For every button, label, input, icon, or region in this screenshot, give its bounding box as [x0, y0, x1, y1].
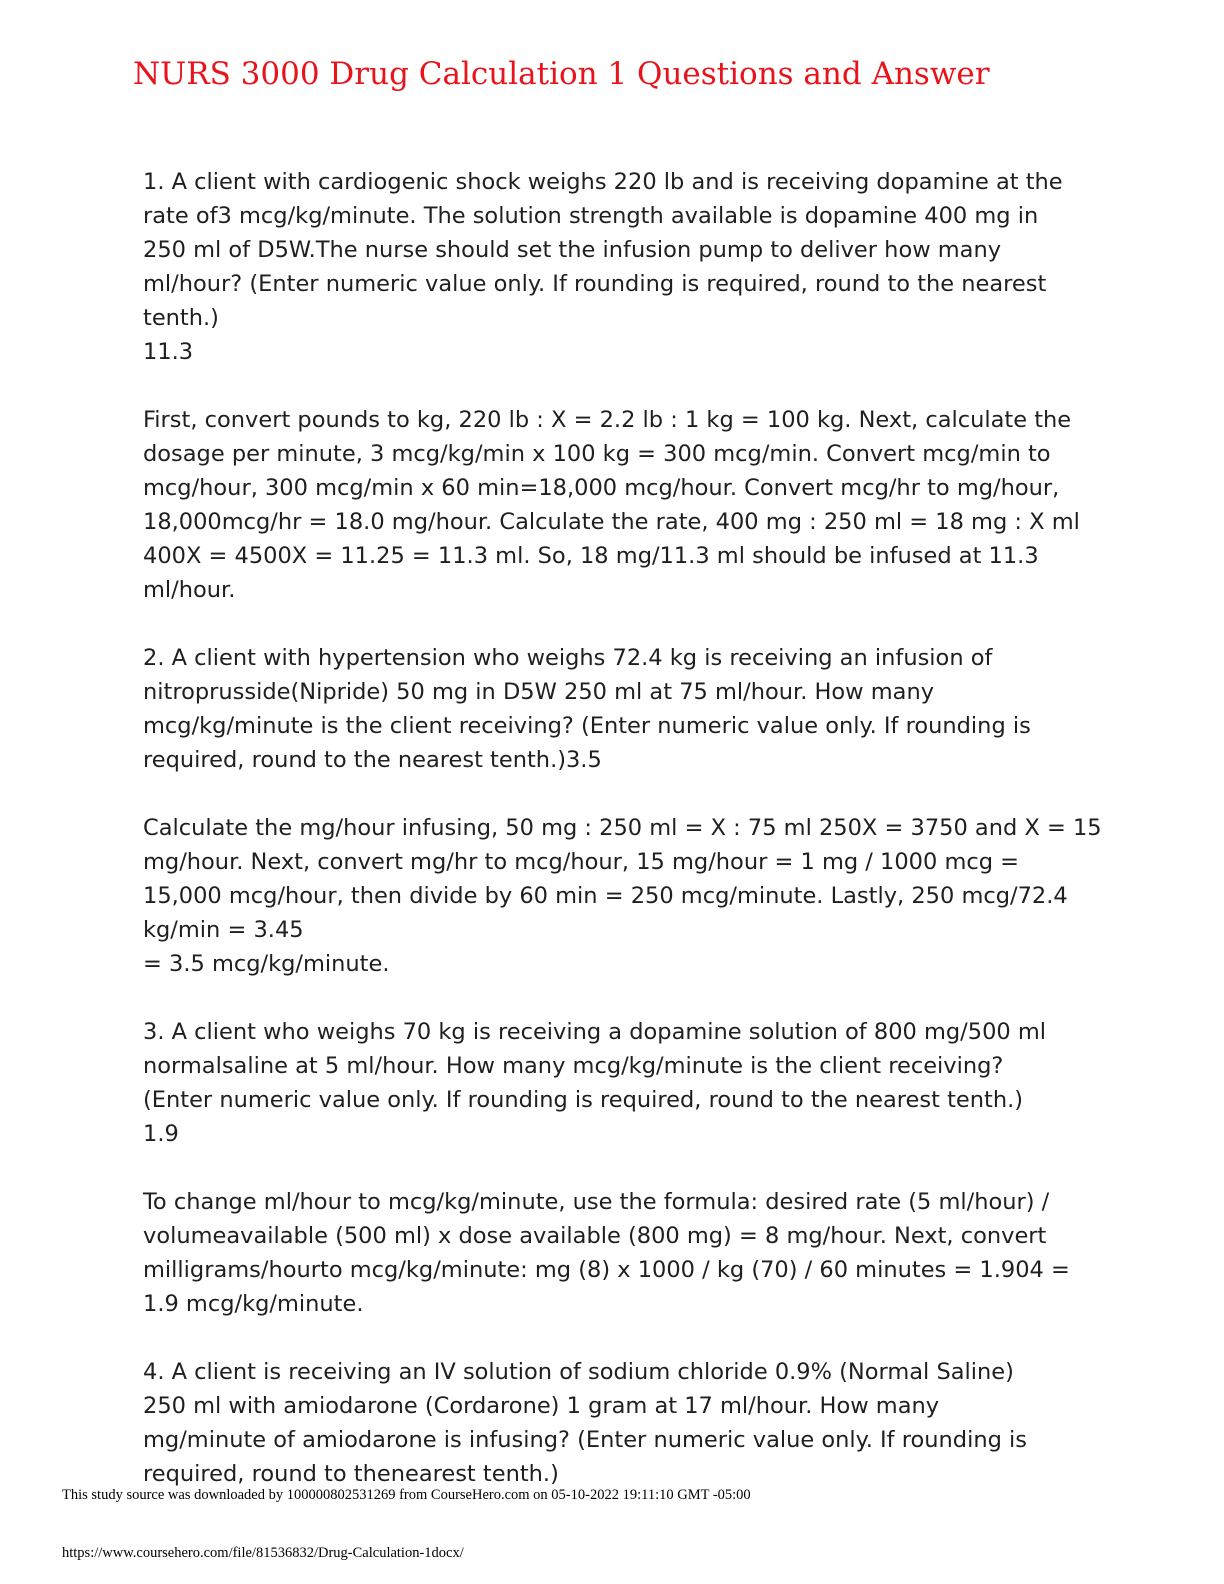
question-1-line: tenth.): [143, 305, 219, 331]
paragraph-gap: [143, 607, 1073, 641]
question-1-answer: 11.3: [143, 339, 194, 365]
document-body: [143, 165, 1102, 1491]
explanation-line: volumeavailable (500 ml) x dose available (800 mg) = 8 mg/hour. Next, convert: [143, 1223, 1047, 1249]
question-4-line: mg/minute of amiodarone is infusing? (Enter numeric value only. If rounding is: [143, 1427, 1028, 1453]
question-2-line: mcg/kg/minute is the client receiving? (Enter numeric value only. If rounding is: [143, 713, 1031, 739]
source-url-link[interactable]: https://www.coursehero.com/file/81536832/Drug-Calculation-1docx/: [62, 1545, 464, 1561]
question-4-line: 4. A client is receiving an IV solution of sodium chloride 0.9% (Normal Saline): [143, 1359, 1014, 1385]
paragraph-gap: [143, 981, 1073, 1015]
question-3-line: normalsaline at 5 ml/hour. How many mcg/kg/minute is the client receiving?: [143, 1053, 1004, 1079]
question-3-answer: 1.9: [143, 1121, 179, 1147]
paragraph-gap: [143, 369, 1073, 403]
explanation-line: ml/hour.: [143, 577, 236, 603]
question-4-line: 250 ml with amiodarone (Cordarone) 1 gram at 17 ml/hour. How many: [143, 1393, 940, 1419]
explanation-line: dosage per minute, 3 mcg/kg/min x 100 kg = 300 mcg/min. Convert mcg/min to: [143, 441, 1051, 467]
explanation-line: First, convert pounds to kg, 220 lb : X = 2.2 lb : 1 kg = 100 kg. Next, calculate the: [143, 407, 1072, 433]
question-2-line: 2. A client with hypertension who weighs 72.4 kg is receiving an infusion of: [143, 645, 993, 671]
question-1-explanation: [143, 403, 1080, 607]
question-4: [143, 1355, 1073, 1491]
explanation-line: milligrams/hourto mcg/kg/minute: mg (8) x 1000 / kg (70) / 60 minutes = 1.904 =: [143, 1257, 1070, 1283]
question-3-line: (Enter numeric value only. If rounding is required, round to the nearest tenth.): [143, 1087, 1024, 1113]
explanation-line: mg/hour. Next, convert mg/hr to mcg/hour, 15 mg/hour = 1 mg / 1000 mcg =: [143, 849, 1020, 875]
explanation-line: 15,000 mcg/hour, then divide by 60 min = 250 mcg/minute. Lastly, 250 mcg/72.4: [143, 883, 1068, 909]
paragraph-gap: [143, 1151, 1073, 1185]
paragraph-gap: [143, 777, 1073, 811]
question-1-line: 1. A client with cardiogenic shock weighs 220 lb and is receiving dopamine at the: [143, 169, 1063, 195]
question-2: [143, 641, 1073, 777]
document-title: NURS 3000 Drug Calculation 1 Questions and Answer: [133, 56, 990, 92]
paragraph-gap: [143, 1321, 1073, 1355]
explanation-line: 1.9 mcg/kg/minute.: [143, 1291, 364, 1317]
explanation-line: 400X = 4500X = 11.25 = 11.3 ml. So, 18 mg/11.3 ml should be infused at 11.3: [143, 543, 1039, 569]
question-3: [143, 1015, 1073, 1151]
download-notice: This study source was downloaded by 100000802531269 from CourseHero.com on 05-10-2022 19:11:10 GMT -05:00: [62, 1487, 751, 1503]
question-4-line: required, round to thenearest tenth.): [143, 1461, 559, 1487]
explanation-line: = 3.5 mcg/kg/minute.: [143, 951, 390, 977]
explanation-line: Calculate the mg/hour infusing, 50 mg : 250 ml = X : 75 ml 250X = 3750 and X = 15: [143, 815, 1102, 841]
question-2-explanation: [143, 811, 1102, 981]
question-1: [143, 165, 1073, 369]
explanation-line: kg/min = 3.45: [143, 917, 304, 943]
explanation-line: mcg/hour, 300 mcg/min x 60 min=18,000 mcg/hour. Convert mcg/hr to mg/hour,: [143, 475, 1060, 501]
explanation-line: 18,000mcg/hr = 18.0 mg/hour. Calculate the rate, 400 mg : 250 ml = 18 mg : X ml: [143, 509, 1080, 535]
question-1-line: ml/hour? (Enter numeric value only. If rounding is required, round to the nearest: [143, 271, 1047, 297]
question-1-line: 250 ml of D5W.The nurse should set the infusion pump to deliver how many: [143, 237, 1002, 263]
question-3-explanation: [143, 1185, 1073, 1321]
question-2-line: nitroprusside(Nipride) 50 mg in D5W 250 ml at 75 ml/hour. How many: [143, 679, 935, 705]
question-2-line: required, round to the nearest tenth.)3.5: [143, 747, 602, 773]
question-3-line: 3. A client who weighs 70 kg is receiving a dopamine solution of 800 mg/500 ml: [143, 1019, 1047, 1045]
explanation-line: To change ml/hour to mcg/kg/minute, use the formula: desired rate (5 ml/hour) /: [143, 1189, 1050, 1215]
question-1-line: rate of3 mcg/kg/minute. The solution strength available is dopamine 400 mg in: [143, 203, 1039, 229]
